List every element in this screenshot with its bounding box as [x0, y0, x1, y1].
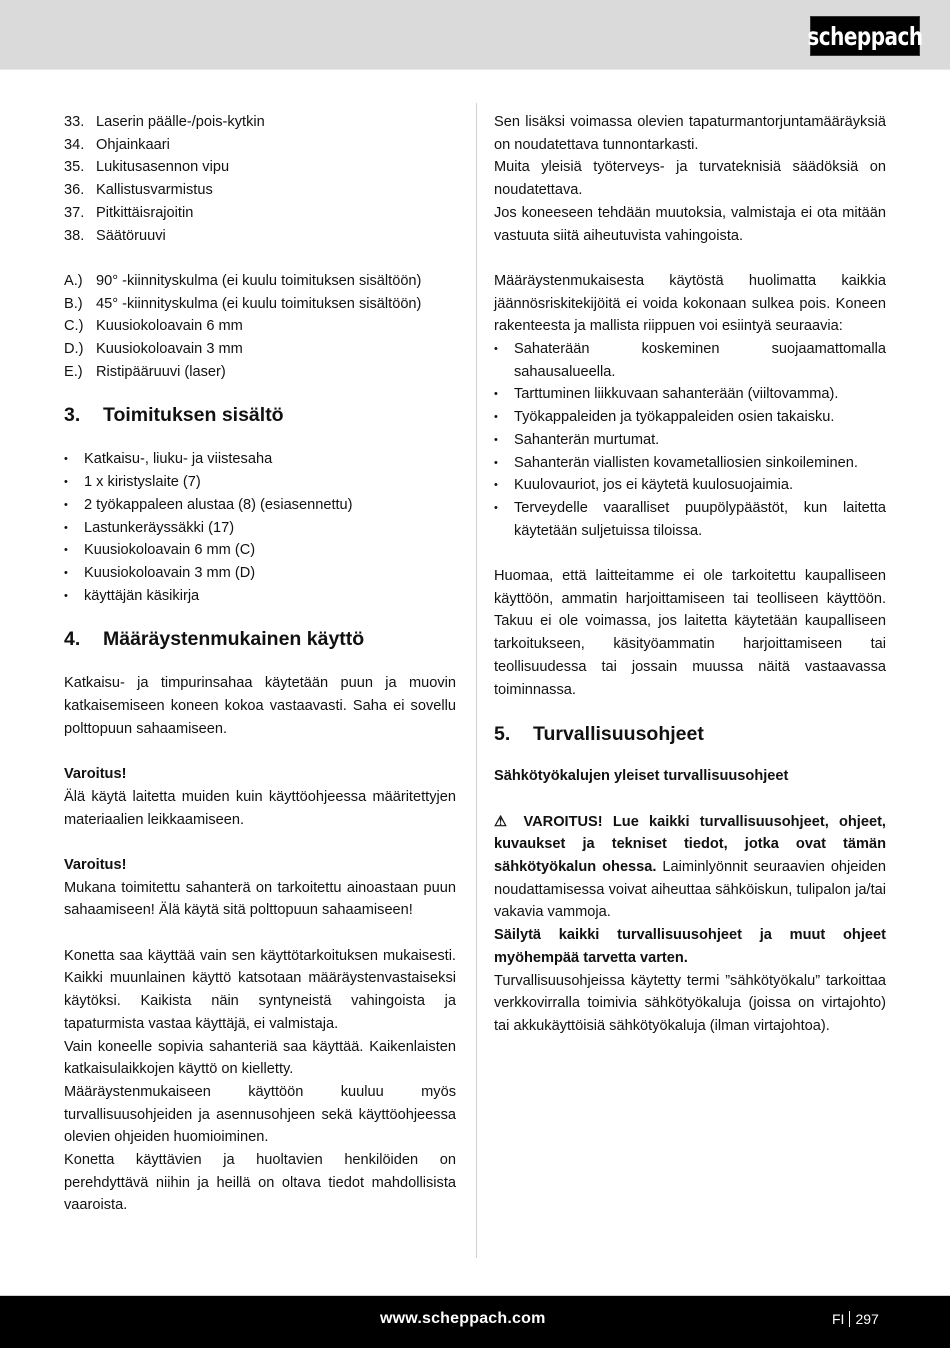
usage-paragraph: Määräystenmukaiseen käyttöön kuuluu myös turvallisuusohjeiden ja asennusohjeen sekä käyttöohjeessa olevien ohjeiden huomioiminen. [64, 1083, 456, 1146]
warning-title: Varoitus! [64, 766, 127, 783]
bullet-icon: • [64, 498, 68, 511]
right-column [494, 111, 886, 1038]
section-3-heading: 3. Toimituksen sisältö [64, 404, 284, 427]
list-item: A.) 90° -kiinnityskulma (ei kuulu toimituksen sisältöön) [64, 272, 422, 289]
list-item: • Kuusiokoloavain 3 mm (D) [64, 562, 456, 585]
keep-instructions-text: Säilytä kaikki turvallisuusohjeet ja muut ohjeet myöhempää tarvetta varten. [494, 927, 886, 966]
column-divider [476, 103, 477, 1258]
intended-use-paragraph: Katkaisu- ja timpurinsahaa käytetään puun ja muovin katkaisemiseen koneen kokoa vastaavasti. Saha ei sovellu polttopuun sahaamiseen. [64, 675, 456, 737]
list-item: • 1 x kiristyslaite (7) [64, 471, 456, 494]
website-link[interactable]: www.scheppach.com [380, 1310, 546, 1327]
list-item: 33. Laserin päälle-/pois-kytkin [64, 114, 265, 130]
list-item: • Sahaterään koskeminen suojaamattomalla sahausalueella. [494, 338, 886, 383]
list-item: • Tarttuminen liikkuvaan sahanterään (viiltovamma). [494, 383, 886, 406]
usage-paragraph: Vain koneelle sopivia sahanteriä saa käyttää. Kaikenlaisten katkaisulaikkojen käyttö on kielletty. [64, 1038, 456, 1078]
page-number [832, 1311, 879, 1327]
list-item: 38. Säätöruuvi [64, 227, 166, 244]
delivery-contents-list [64, 448, 456, 607]
bullet-icon: • [494, 388, 498, 401]
list-item: C.) Kuusiokoloavain 6 mm [64, 318, 243, 335]
list-item: • Lastunkeräyssäkki (17) [64, 517, 456, 540]
commercial-use-notice: Huomaa, että laitteitamme ei ole tarkoitettu kaupalliseen käyttöön, ammatin harjoittamiseen tai teolliseen käyttöön. Takuu ei ole voimassa, jos laitetta käytetään kaupalliseen tarkoitukseen, käsityöammatin harjoittamiseen tai teollisuudessa tai jossain muussa näitä vastaavassa toiminnassa. [494, 568, 886, 698]
bullet-icon: • [64, 589, 68, 602]
list-item: 35. Lukitusasennon vipu [64, 159, 230, 176]
bullet-icon: • [64, 453, 68, 466]
section-5-heading: 5. Turvallisuusohjeet [494, 723, 704, 746]
section-5-subtitle: Sähkötyökalujen yleiset turvallisuusohjeet [494, 768, 789, 785]
list-item: 36. Kallistusvarmistus [64, 182, 213, 199]
page-footer [0, 1295, 950, 1348]
list-item: • Katkaisu-, liuku- ja viistesaha [64, 448, 456, 471]
list-item: • Sahanterän murtumat. [494, 429, 886, 452]
bullet-icon: • [494, 501, 498, 514]
regulations-paragraph: Sen lisäksi voimassa olevien tapaturmantorjuntamääräyksiä on noudatettava tunnontarkasti. [494, 114, 886, 153]
accessories-list [64, 270, 456, 384]
list-item: • Sahanterän viallisten kovametalliosien sinkoileminen. [494, 452, 886, 475]
bullet-icon: • [494, 479, 498, 492]
left-column [64, 111, 456, 1217]
power-tool-term-paragraph: Turvallisuusohjeissa käytetty termi ”sähkötyökalu” tarkoittaa verkkovirralla toimivia sähkötyökaluja (joissa on virtajohto) tai akkukäyttöisiä sähkötyökaluja (ilman virtajohtoa). [494, 972, 886, 1034]
bullet-icon: • [494, 343, 498, 356]
warning-triangle-icon: ⚠ [494, 813, 514, 830]
list-item: 37. Pitkittäisrajoitin [64, 204, 194, 221]
parts-list [64, 111, 456, 247]
separator [849, 1311, 850, 1327]
residual-risks-intro: Määräystenmukaisesta käytöstä huolimatta kaikkia jäännösriskitekijöitä ei voida kokonaan sulkea pois. Koneen rakenteesta ja mallista riippuen voi esiintyä seuraavia: [494, 272, 886, 335]
list-item: • käyttäjän käsikirja [64, 585, 456, 608]
list-item: • Kuusiokoloavain 6 mm (C) [64, 539, 456, 562]
general-warning-paragraph [494, 811, 886, 925]
list-item: D.) Kuusiokoloavain 3 mm [64, 341, 243, 358]
warning-title: Varoitus! [64, 856, 127, 873]
bullet-icon: • [494, 433, 498, 446]
bullet-icon: • [64, 521, 68, 534]
list-item: • 2 työkappaleen alustaa (8) (esiasennettu) [64, 494, 456, 517]
residual-risks-list [494, 338, 886, 542]
list-item: B.) 45° -kiinnityskulma (ei kuulu toimituksen sisältöön) [64, 295, 422, 312]
warning-text: Älä käytä laitetta muiden kuin käyttöohjeessa määritettyjen materiaalien leikkaamiseen. [64, 788, 456, 828]
warning-bold-text: VAROITUS! Lue kaikki turvallisuusohjeet, ohjeet, kuvaukset ja tekniset tiedot, jotka ovat tämän sähkötyökalun ohessa. [494, 813, 886, 876]
page-header [0, 0, 950, 70]
language-code: FI [832, 1311, 845, 1327]
warning-text: Laiminlyönnit seuraavien ohjeiden noudattamisessa voivat aiheuttaa sähköiskun, tulipalon ja/tai vakavia vammoja. [494, 859, 886, 921]
bullet-icon: • [64, 544, 68, 557]
regulations-paragraph: Muita yleisiä työterveys- ja turvateknisiä säädöksiä on noudatettava. [494, 159, 886, 199]
list-item: • Kuulovauriot, jos ei käytetä kuulosuojaimia. [494, 474, 886, 497]
logo-text: scheppach [807, 21, 923, 51]
bullet-icon: • [64, 476, 68, 489]
bullet-icon: • [494, 456, 498, 469]
warning-text: Mukana toimitettu sahanterä on tarkoitettu ainoastaan puun sahaamiseen! Älä käytä sitä polttopuun sahaamiseen! [64, 879, 456, 919]
bullet-icon: • [494, 411, 498, 424]
list-item: E.) Ristipääruuvi (laser) [64, 363, 226, 380]
bullet-icon: • [64, 566, 68, 579]
scheppach-logo [807, 16, 923, 56]
list-item: 34. Ohjainkaari [64, 136, 170, 153]
usage-paragraph: Konetta käyttävien ja huoltavien henkilöiden on perehdyttävä niihin ja heillä on oltava tiedot mahdollisista vaaroista. [64, 1152, 456, 1214]
liability-paragraph: Jos koneeseen tehdään muutoksia, valmistaja ei ota mitään vastuuta siitä aiheutuvista vahingoista. [494, 204, 886, 244]
list-item: • Työkappaleiden ja työkappaleiden osien takaisku. [494, 406, 886, 429]
section-4-heading: 4. Määräystenmukainen käyttö [64, 628, 365, 651]
page-number-value: 297 [855, 1311, 879, 1327]
list-item: • Terveydelle vaaralliset puupölypäästöt, kun laitetta käytetään suljetuissa tiloissa. [494, 497, 886, 542]
usage-paragraph: Konetta saa käyttää vain sen käyttötarkoituksen mukaisesti. Kaikki muunlainen käyttö katsotaan määräystenvastaiseksi käytöksi. Kaikista näin syntyneistä vahingoista ja tapaturmista vastaa käyttäjä, ei valmistaja. [64, 947, 456, 1032]
